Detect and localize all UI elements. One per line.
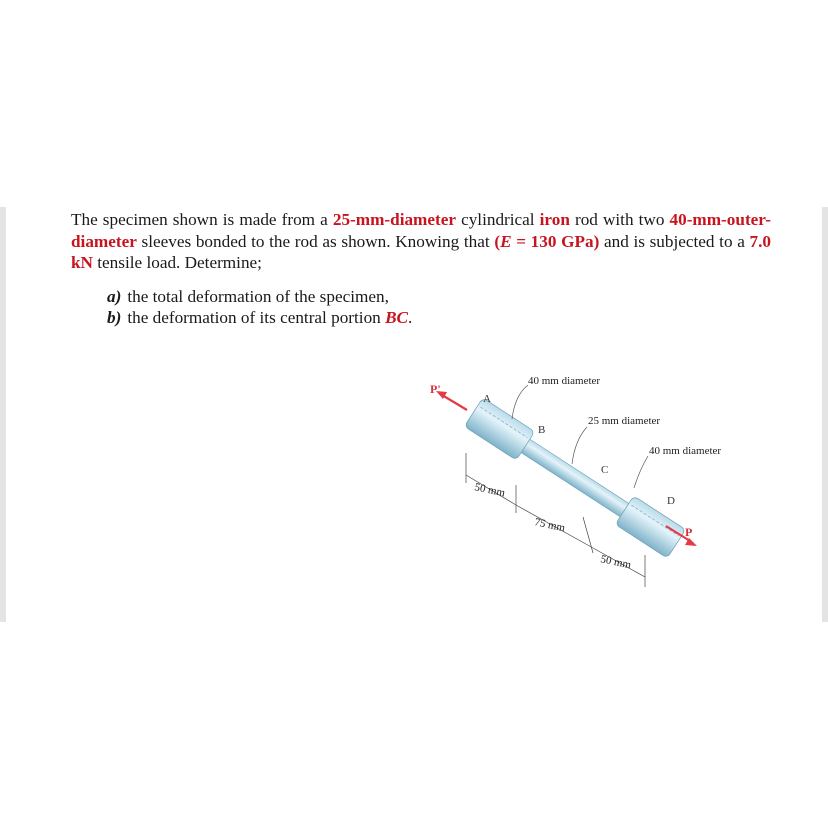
part-a-label: a)	[107, 286, 122, 306]
modulus-value: = 130 GPa)	[511, 231, 600, 251]
leader-right-sleeve	[634, 456, 648, 488]
problem-statement	[71, 209, 771, 329]
part-a-text: the total deformation of the specimen,	[127, 286, 389, 306]
dim-label-middle: 75 mm	[533, 516, 567, 535]
label-25mm: 25 mm diameter	[588, 415, 661, 427]
left-load-arrow	[442, 395, 467, 410]
point-d-label: D	[667, 495, 675, 507]
load-right-label: P	[685, 525, 693, 539]
part-b-highlight: BC	[385, 308, 409, 327]
text-intro-5: and is subjected to a	[599, 231, 750, 251]
left-scroll-edge	[0, 207, 6, 622]
dim-label-left: 50 mm	[473, 481, 507, 500]
part-b-text: the deformation of its central portion	[127, 308, 386, 327]
label-40mm-top: 40 mm diameter	[528, 375, 601, 387]
part-b	[107, 307, 771, 329]
point-c-label: C	[601, 464, 609, 476]
dim-label-right: 50 mm	[599, 553, 633, 572]
load-left-label: P'	[430, 382, 441, 396]
problem-paragraph	[71, 209, 771, 274]
modulus-symbol: E	[500, 231, 512, 251]
leader-rod	[572, 427, 587, 464]
part-a	[107, 286, 771, 308]
sleeve-diameter-highlight: 40-mm-outer-diameter	[71, 210, 772, 251]
modulus-highlight	[494, 232, 599, 251]
text-intro-3: rod with two	[569, 210, 670, 229]
right-scroll-edge	[822, 207, 828, 622]
specimen-figure	[420, 365, 740, 595]
dim-ext-mid	[583, 517, 593, 553]
point-a-label: A	[483, 393, 491, 405]
question-parts	[107, 286, 771, 329]
rod-diameter-highlight: 25-mm-diameter	[332, 210, 456, 229]
label-40mm-right: 40 mm diameter	[649, 445, 722, 457]
part-b-label: b)	[107, 308, 122, 327]
material-highlight: iron	[539, 210, 570, 229]
leader-top-sleeve	[512, 385, 528, 419]
part-b-end: .	[408, 308, 413, 327]
specimen-diagram	[420, 365, 740, 595]
text-intro-6: tensile load. Determine;	[92, 253, 262, 272]
load-highlight: 7.0 kN	[71, 231, 772, 272]
modulus-open-paren: (	[494, 231, 501, 251]
text-intro-1: The specimen shown is made from a	[71, 210, 333, 229]
text-intro-2: cylindrical	[455, 210, 540, 229]
text-intro-4: sleeves bonded to the rod as shown. Knowing that	[136, 231, 495, 251]
point-b-label: B	[538, 424, 546, 436]
